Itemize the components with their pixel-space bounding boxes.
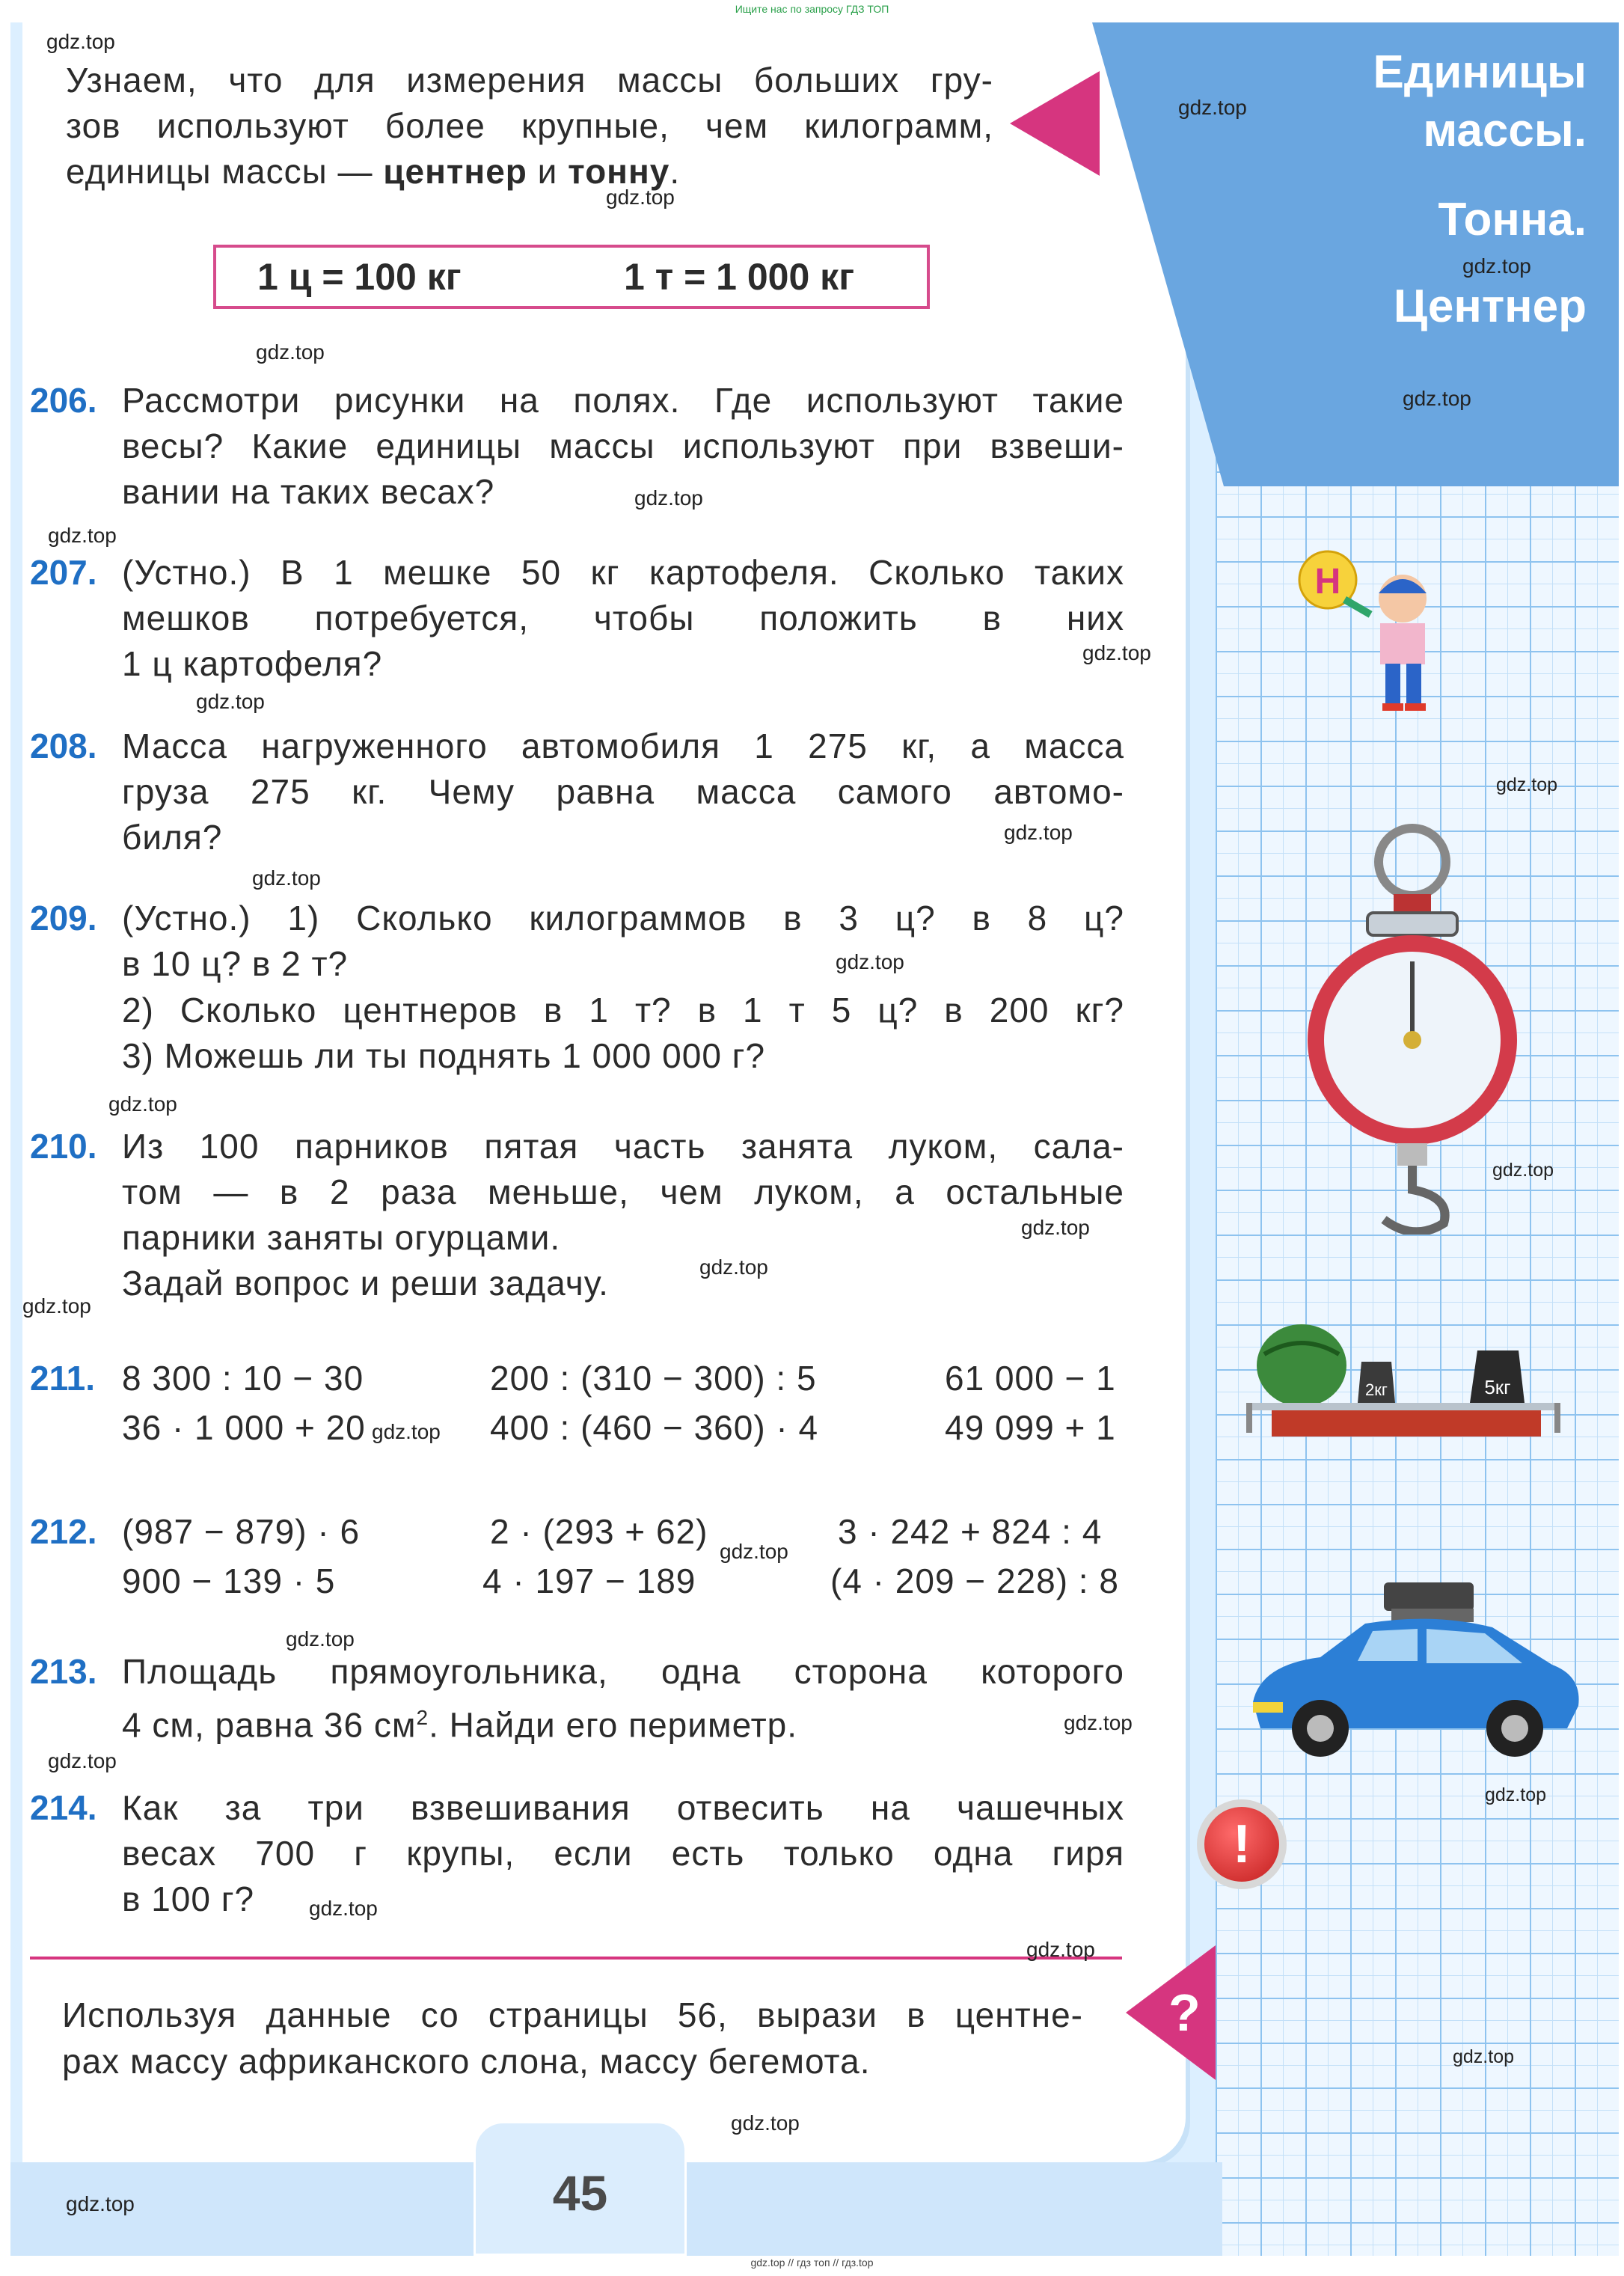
watermark: gdz.top bbox=[606, 186, 675, 209]
title-line-2: массы. bbox=[1423, 105, 1587, 156]
task-211-number: 211. bbox=[30, 1359, 95, 1398]
task-211-expr: 49 099 + 1 bbox=[945, 1408, 1116, 1447]
task-209-line-4: 3) Можешь ли ты поднять 1 000 000 г? bbox=[122, 1036, 766, 1075]
watermark: gdz.top bbox=[1462, 254, 1531, 278]
title-line-3: Тонна. bbox=[1438, 194, 1587, 245]
watermark: gdz.top bbox=[699, 1255, 768, 1279]
weight-2kg-label: 2кг bbox=[1365, 1380, 1388, 1399]
balance-scale-icon bbox=[1242, 1309, 1571, 1466]
formula-box bbox=[213, 245, 930, 309]
task-208-line-1: Масса нагруженного автомобиля 1 275 кг, а масса bbox=[122, 726, 1124, 765]
term-tonne: тонну bbox=[568, 152, 670, 191]
watermark: gdz.top bbox=[46, 30, 115, 53]
task-213-line-1: Площадь прямоугольника, одна сторона которого bbox=[122, 1652, 1124, 1691]
watermark: gdz.top bbox=[1453, 2046, 1515, 2067]
watermark: gdz.top bbox=[836, 950, 904, 973]
task-213-number: 213. bbox=[30, 1652, 97, 1691]
watermark: gdz.top bbox=[48, 524, 117, 547]
task-212-expr: 2 · (293 + 62) bbox=[490, 1512, 708, 1551]
task-206-number: 206. bbox=[30, 381, 97, 420]
task-213-line-2a: 4 см, равна 36 см bbox=[122, 1705, 417, 1745]
task-213-line-2 bbox=[122, 1695, 797, 1748]
task-212-expr: 4 · 197 − 189 bbox=[482, 1561, 696, 1600]
task-207-line-2: мешков потребуется, чтобы положить в них bbox=[122, 599, 1124, 637]
term-centner: центнер bbox=[383, 152, 527, 191]
task-210-line-3: парники заняты огурцами. bbox=[122, 1218, 561, 1257]
watermark: gdz.top bbox=[22, 1294, 91, 1318]
task-213-superscript: 2 bbox=[416, 1706, 429, 1729]
watermark: gdz.top bbox=[1178, 96, 1247, 119]
page-number: 45 bbox=[552, 2165, 608, 2221]
watermark: gdz.top bbox=[309, 1897, 378, 1920]
watermark: gdz.top bbox=[1485, 1784, 1547, 1805]
watermark: gdz.top bbox=[108, 1092, 177, 1116]
watermark: gdz.top bbox=[1082, 641, 1151, 664]
task-206-line-1: Рассмотри рисунки на полях. Где используют такие bbox=[122, 381, 1124, 420]
boy-with-flag-icon bbox=[1287, 535, 1466, 722]
task-207-number: 207. bbox=[30, 553, 97, 592]
watermark: gdz.top bbox=[372, 1420, 441, 1443]
watermark: gdz.top bbox=[48, 1749, 117, 1772]
title-line-1: Единицы bbox=[1373, 46, 1587, 98]
car-with-luggage-icon bbox=[1238, 1575, 1590, 1769]
watermark: gdz.top bbox=[286, 1627, 355, 1651]
watermark: gdz.top bbox=[1004, 821, 1073, 844]
watermark: gdz.top bbox=[1496, 774, 1558, 795]
intro-arrow-icon bbox=[1010, 71, 1100, 176]
watermark: gdz.top bbox=[1492, 1160, 1554, 1181]
watermark: gdz.top bbox=[196, 690, 265, 713]
task-212-expr: (987 − 879) · 6 bbox=[122, 1512, 361, 1551]
exclamation-icon bbox=[1197, 1799, 1287, 1889]
badge-letter: Н bbox=[1314, 562, 1341, 602]
task-211-expr: 61 000 − 1 bbox=[945, 1359, 1116, 1398]
watermark: gdz.top bbox=[731, 2111, 800, 2135]
task-211-expr: 36 · 1 000 + 20 bbox=[122, 1408, 366, 1447]
task-209-line-2: в 10 ц? в 2 т? bbox=[122, 944, 349, 983]
task-212-expr: (4 · 209 − 228) : 8 bbox=[830, 1561, 1119, 1600]
task-214-number: 214. bbox=[30, 1788, 97, 1827]
task-213-line-2b: . Найди его периметр. bbox=[429, 1705, 798, 1745]
watermark: gdz.top bbox=[1064, 1711, 1133, 1734]
task-208-number: 208. bbox=[30, 726, 97, 765]
intro-dot: . bbox=[669, 152, 681, 191]
watermark: gdz.top bbox=[634, 486, 703, 510]
intro-and: и bbox=[537, 152, 558, 191]
task-214-line-3: в 100 г? bbox=[122, 1879, 255, 1918]
separator-line bbox=[30, 1957, 1122, 1960]
formula-tonne: 1 т = 1 000 кг bbox=[624, 256, 855, 298]
task-206-line-3: вании на таких весах? bbox=[122, 472, 495, 511]
watermark: gdz.top bbox=[720, 1540, 788, 1563]
task-209-line-1: (Устно.) 1) Сколько килограммов в 3 ц? в 8 ц? bbox=[122, 899, 1124, 937]
task-208-line-2: груза 275 кг. Чему равна масса самого автомо- bbox=[122, 772, 1124, 811]
task-212-expr: 3 · 242 + 824 : 4 bbox=[838, 1512, 1103, 1551]
page-number-tab bbox=[474, 2121, 687, 2256]
task-207-line-3: 1 ц картофеля? bbox=[122, 644, 383, 683]
intro-line-3 bbox=[66, 149, 993, 195]
watermark: gdz.top bbox=[66, 2192, 135, 2215]
intro-line-2: зов используют более крупные, чем килограмм, bbox=[66, 106, 993, 145]
bottom-task-line-2: рах массу африканского слона, массу бегемота. bbox=[62, 2042, 871, 2081]
task-209-line-3: 2) Сколько центнеров в 1 т? в 1 т 5 ц? в 200 кг? bbox=[122, 991, 1124, 1030]
question-mark-icon: ? bbox=[1168, 1983, 1201, 2042]
task-210-line-1: Из 100 парников пятая часть занята луком, сала- bbox=[122, 1127, 1124, 1166]
task-214-line-2: весах 700 г крупы, если есть только одна гиря bbox=[122, 1834, 1124, 1873]
formula-centner: 1 ц = 100 кг bbox=[257, 256, 462, 298]
task-214-line-1: Как за три взвешивания отвесить на чашечных bbox=[122, 1788, 1124, 1827]
top-note: Ищите нас по запросу ГДЗ ТОП bbox=[735, 3, 889, 15]
task-210-number: 210. bbox=[30, 1127, 97, 1166]
title-line-4: Центнер bbox=[1393, 281, 1587, 332]
task-209-number: 209. bbox=[30, 899, 97, 937]
task-211-expr: 400 : (460 − 360) · 4 bbox=[490, 1408, 819, 1447]
task-207-line-1: (Устно.) В 1 мешке 50 кг картофеля. Сколько таких bbox=[122, 553, 1124, 592]
exclamation-mark: ! bbox=[1204, 1807, 1279, 1882]
task-212-expr: 900 − 139 · 5 bbox=[122, 1561, 336, 1600]
task-208-line-3: биля? bbox=[122, 818, 223, 857]
watermark: gdz.top bbox=[1403, 387, 1471, 410]
watermark: gdz.top bbox=[256, 340, 325, 364]
task-211-expr: 200 : (310 − 300) : 5 bbox=[490, 1359, 817, 1398]
task-210-line-4: Задай вопрос и реши задачу. bbox=[122, 1264, 609, 1303]
task-206-line-2: весы? Какие единицы массы используют при взвеши- bbox=[122, 426, 1124, 465]
task-212-number: 212. bbox=[30, 1512, 97, 1551]
task-210-line-2: том — в 2 раза меньше, чем луком, а остальные bbox=[122, 1172, 1124, 1211]
watermark: gdz.top bbox=[1021, 1216, 1090, 1239]
weight-5kg-label: 5кг bbox=[1484, 1376, 1511, 1398]
intro-line-3-start: единицы массы — bbox=[66, 152, 373, 191]
watermark: gdz.top bbox=[1026, 1938, 1095, 1961]
bottom-note: gdz.top // гдз топ // гдз.top bbox=[750, 2257, 874, 2269]
watermark: gdz.top bbox=[252, 866, 321, 890]
intro-line-1: Узнаем, что для измерения массы больших гру- bbox=[66, 61, 993, 100]
task-211-expr: 8 300 : 10 − 30 bbox=[122, 1359, 364, 1398]
bottom-task-line-1: Используя данные со страницы 56, вырази в центне- bbox=[62, 1995, 1083, 2034]
